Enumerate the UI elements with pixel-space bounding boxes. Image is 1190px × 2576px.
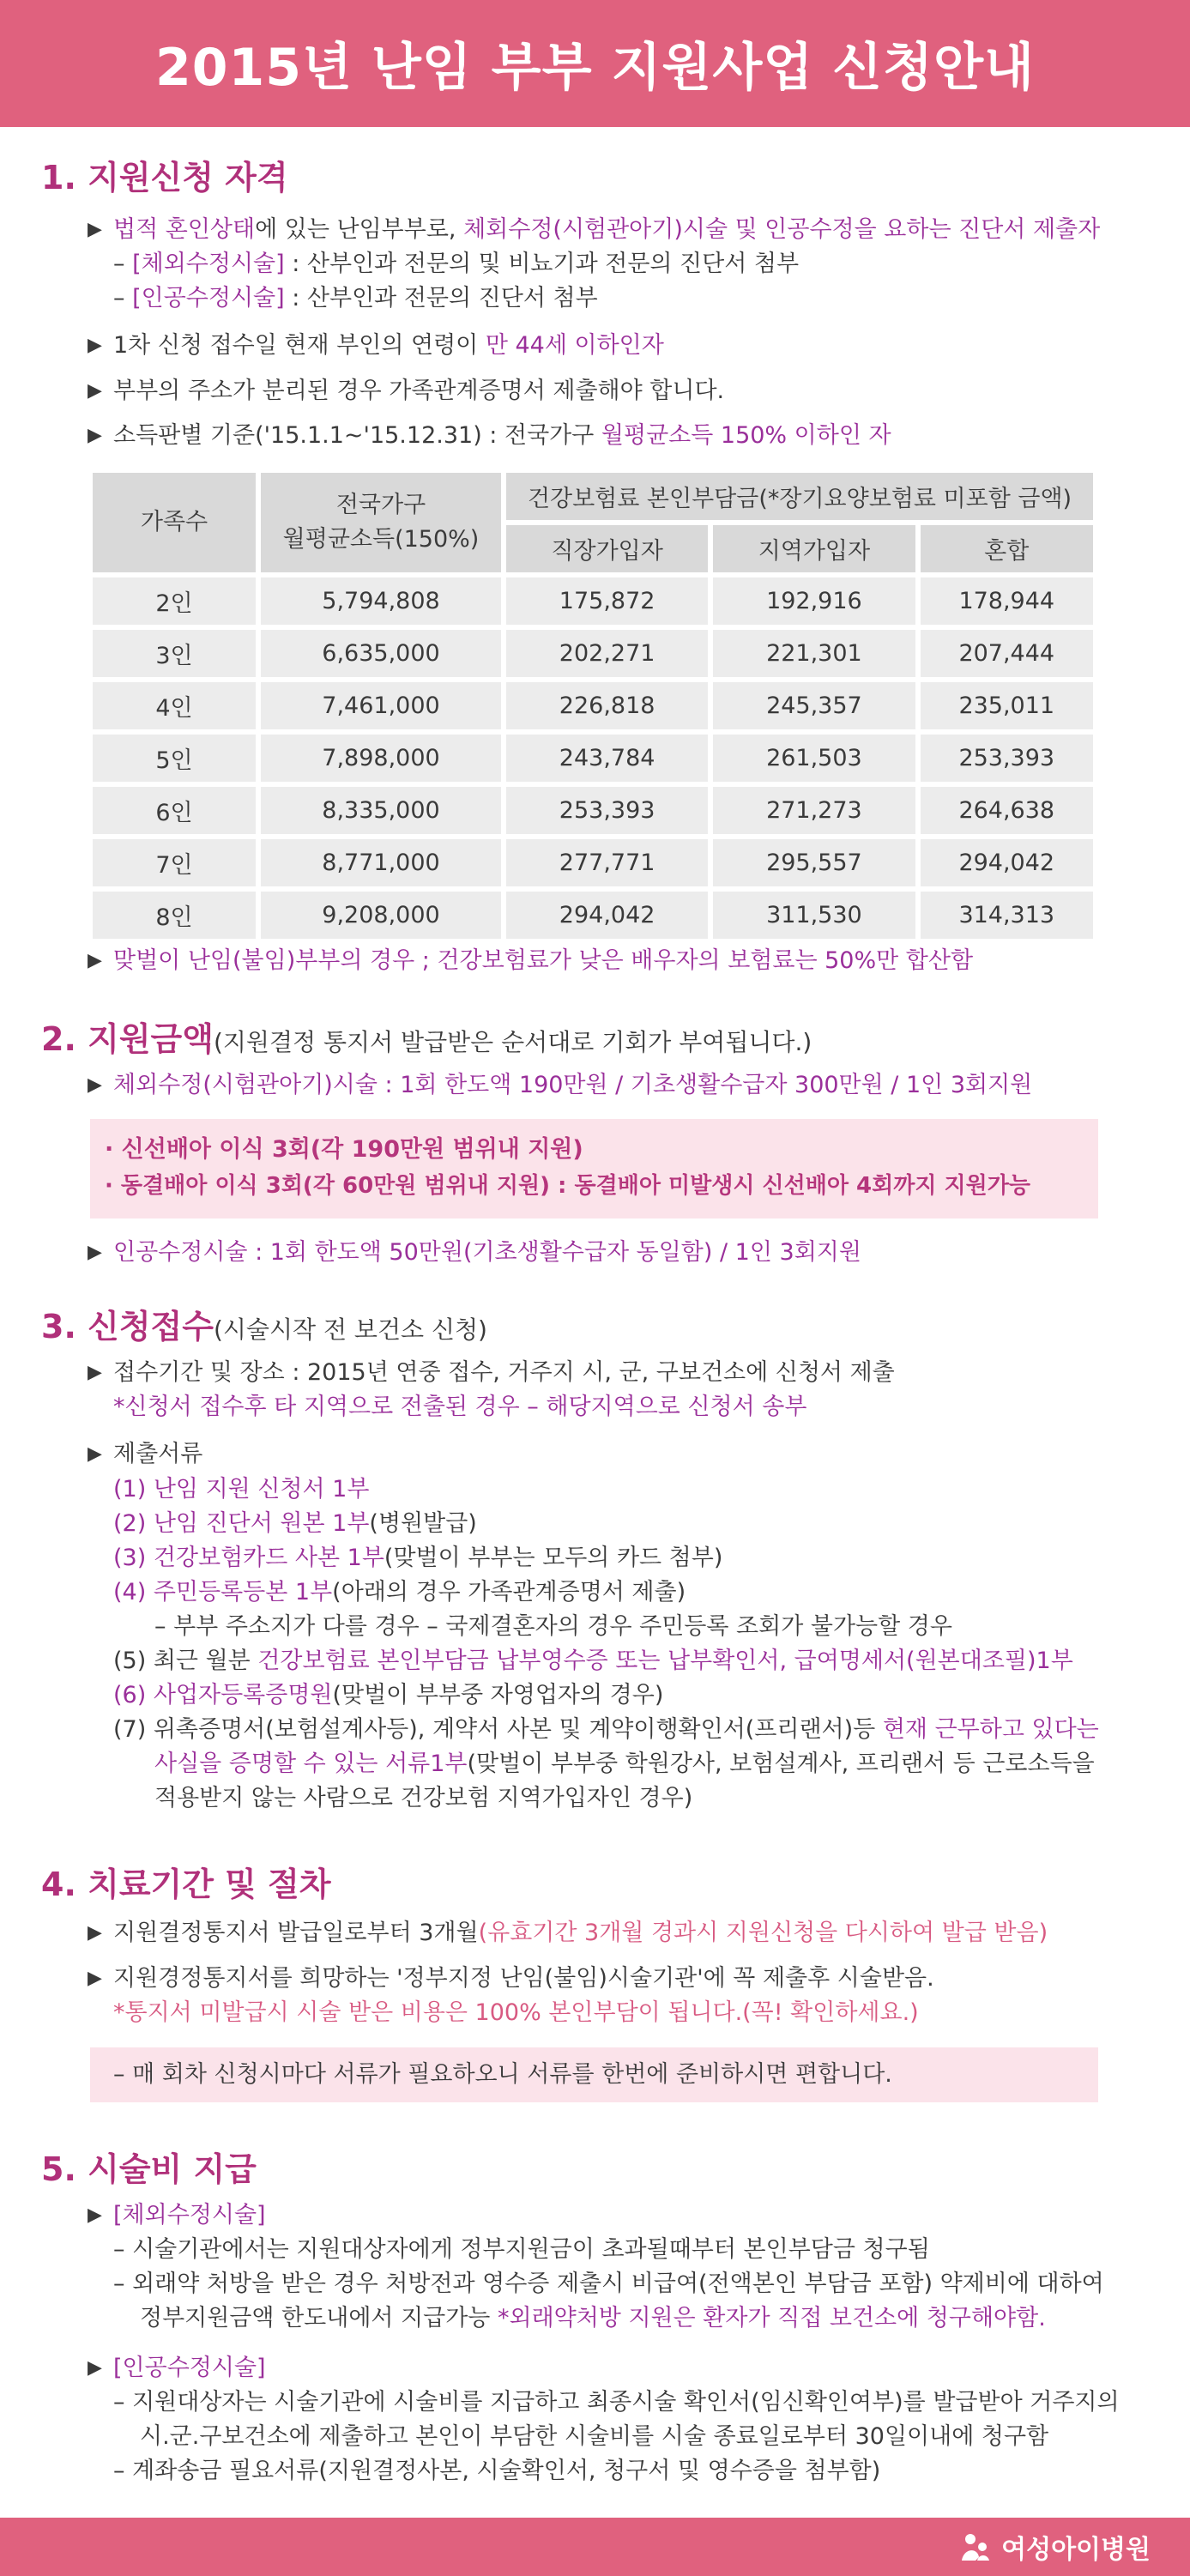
bullet-icon: ▶ <box>88 950 102 971</box>
doc-item-4-sub: – 부부 주소지가 다를 경우 – 국제결혼자의 경우 주민등록 조회가 불가능할 경우 <box>154 1613 952 1640</box>
section-5-title: 5. 시술비 지급 <box>41 2150 257 2188</box>
bullet-icon: ▶ <box>88 380 102 402</box>
doc-item-2: (2) 난임 진단서 원본 1부(병원발급) <box>113 1510 477 1537</box>
s1-line-4: 1차 신청 접수일 현재 부인의 연령이 만 44세 이하인자 <box>113 332 664 359</box>
income-table <box>88 468 1098 944</box>
s5-a3: 정부지원금액 한도내에서 지급가능 *외래약처방 지원은 환자가 직접 보건소에 청구해야함. <box>140 2305 1046 2331</box>
mother-child-icon <box>958 2530 993 2564</box>
col-header-work: 직장가입자 <box>506 525 708 572</box>
section-3-title: 3. 신청접수(시술시작 전 보건소 신청) <box>41 1308 487 1345</box>
s4-line-1: 지원결정통지서 발급일로부터 3개월(유효기간 3개월 경과시 지원신청을 다시하여 발급 받음) <box>113 1920 1048 1946</box>
hospital-logo <box>958 2528 1151 2566</box>
doc-item-5: (5) 최근 월분 건강보험료 본인부담금 납부영수증 또는 납부확인서, 급여명세서(원본대조필)1부 <box>113 1648 1073 1674</box>
doc-item-6: (6) 사업자등록증명원(맞벌이 부부중 자영업자의 경우) <box>113 1682 664 1708</box>
s5-heading-2: [인공수정시술] <box>113 2355 266 2381</box>
page-title: 2015년 난임 부부 지원사업 신청안내 <box>154 38 1036 98</box>
s3-line-1: 접수기간 및 장소 : 2015년 연중 접수, 거주지 시, 군, 구보건소에 신청서 제출 <box>113 1359 895 1386</box>
doc-item-7-cont: 사실을 증명할 수 있는 서류1부(맞벌이 부부중 학원강사, 보험설계사, 프리랜서 등 근로소득을 <box>154 1751 1095 1777</box>
table-row: 8인 9,208,000 294,042 311,530 314,313 <box>93 892 1093 939</box>
col-header-insurance: 건강보험료 본인부담금(*장기요양보험료 미포함 금액) <box>506 473 1093 520</box>
s5-b3: – 계좌송금 필요서류(지원결정사본, 시술확인서, 청구서 및 영수증을 첨부함) <box>113 2458 881 2484</box>
section-1-title: 1. 지원신청 자격 <box>41 159 288 197</box>
bullet-icon: ▶ <box>88 335 102 356</box>
col-header-mixed: 혼합 <box>921 525 1093 572</box>
bullet-icon: ▶ <box>88 219 102 240</box>
col-header-region: 지역가입자 <box>713 525 915 572</box>
bullet-icon: ▶ <box>88 1443 102 1465</box>
s1-line-5: 부부의 주소가 분리된 경우 가족관계증명서 제출해야 합니다. <box>113 378 725 404</box>
s1-note: 맞벌이 난임(불임)부부의 경우 ; 건강보험료가 낮은 배우자의 보험료는 50%만 합산함 <box>113 947 974 974</box>
doc-item-3: (3) 건강보험카드 사본 1부(맞벌이 부부는 모두의 카드 첨부) <box>113 1545 723 1571</box>
s3-line-3: 제출서류 <box>113 1441 203 1467</box>
section-4-title: 4. 치료기간 및 절차 <box>41 1865 331 1903</box>
s2-box-line-1: · 신선배아 이식 3회(각 190만원 범위내 지원) <box>105 1136 583 1163</box>
s1-line-2: – [체외수정시술] : 산부인과 전문의 및 비뇨기과 전문의 진단서 첨부 <box>113 251 800 277</box>
col-header-income: 전국가구 월평균소득(150%) <box>261 473 501 572</box>
s3-line-2: *신청서 접수후 타 지역으로 전출된 경우 – 해당지역으로 신청서 송부 <box>113 1394 807 1420</box>
s4-line-3: *통지서 미발급시 시술 받은 비용은 100% 본인부담이 됩니다.(꼭! 확인하세요.) <box>113 1999 919 2026</box>
bullet-icon: ▶ <box>88 425 102 446</box>
bullet-icon: ▶ <box>88 2204 102 2226</box>
bullet-icon: ▶ <box>88 1242 102 1263</box>
bullet-icon: ▶ <box>88 1968 102 1989</box>
table-row: 2인 5,794,808 175,872 192,916 178,944 <box>93 577 1093 625</box>
bullet-icon: ▶ <box>88 1074 102 1096</box>
table-row: 3인 6,635,000 202,271 221,301 207,444 <box>93 630 1093 677</box>
s5-b2: 시.군.구보건소에 제출하고 본인이 부담한 시술비를 시술 종료일로부터 30일이내에 청구함 <box>140 2423 1049 2450</box>
s1-line-3: – [인공수정시술] : 산부인과 전문의 진단서 첨부 <box>113 285 598 311</box>
doc-item-7-cont2: 적용받지 않는 사람으로 건강보험 지역가입자인 경우) <box>154 1785 693 1811</box>
table-row: 6인 8,335,000 253,393 271,273 264,638 <box>93 787 1093 834</box>
s1-line-6: 소득판별 기준('15.1.1~'15.12.31) : 전국가구 월평균소득 150% 이하인 자 <box>113 422 891 449</box>
s4-line-2: 지원경정통지서를 희망하는 '정부지정 난임(불임)시술기관'에 꼭 제출후 시술받음. <box>113 1965 934 1992</box>
hospital-name: 여성아이병원 <box>1001 2535 1151 2565</box>
section-2-title: 2. 지원금액(지원결정 통지서 발급받은 순서대로 기회가 부여됩니다.) <box>41 1020 812 1058</box>
s5-heading-1: [체외수정시술] <box>113 2202 266 2228</box>
col-header-family: 가족수 <box>93 473 256 572</box>
s1-line-1: 법적 혼인상태에 있는 난임부부로, 체회수정(시험관아기)시술 및 인공수정을 요하는 진단서 제출자 <box>113 216 1101 243</box>
s2-box-line-2: · 동결배아 이식 3회(각 60만원 범위내 지원) : 동결배아 미발생시 신선배아 4회까지 지원가능 <box>105 1173 1030 1199</box>
s2-line-1: 체외수정(시험관아기)시술 : 1회 한도액 190만원 / 기초생활수급자 300만원 / 1인 3회지원 <box>113 1072 1033 1098</box>
table-row: 7인 8,771,000 277,771 295,557 294,042 <box>93 839 1093 886</box>
s5-a1: – 시술기관에서는 지원대상자에게 정부지원금이 초과될때부터 본인부담금 청구됨 <box>113 2236 930 2263</box>
table-row: 4인 7,461,000 226,818 245,357 235,011 <box>93 682 1093 729</box>
bullet-icon: ▶ <box>88 1362 102 1383</box>
doc-item-1: (1) 난임 지원 신청서 1부 <box>113 1476 370 1503</box>
s4-box-line: – 매 회차 신청시마다 서류가 필요하오니 서류를 한번에 준비하시면 편합니다. <box>113 2061 892 2088</box>
s5-b1: – 지원대상자는 시술기관에 시술비를 지급하고 최종시술 확인서(임신확인여부)를 발급받아 거주지의 <box>113 2389 1120 2416</box>
doc-item-7: (7) 위촉증명서(보험설계사등), 계약서 사본 및 계약이행확인서(프리랜서)등 현재 근무하고 있다는 <box>113 1716 1099 1743</box>
s5-a2: – 외래약 처방을 받은 경우 처방전과 영수증 제출시 비급여(전액본인 부담금 포함) 약제비에 대하여 <box>113 2271 1104 2297</box>
s2-line-2: 인공수정시술 : 1회 한도액 50만원(기초생활수급자 동일함) / 1인 3회지원 <box>113 1239 861 1266</box>
bullet-icon: ▶ <box>88 2357 102 2379</box>
table-row: 5인 7,898,000 243,784 261,503 253,393 <box>93 735 1093 782</box>
doc-item-4: (4) 주민등록등본 1부(아래의 경우 가족관계증명서 제출) <box>113 1579 686 1605</box>
bullet-icon: ▶ <box>88 1922 102 1944</box>
